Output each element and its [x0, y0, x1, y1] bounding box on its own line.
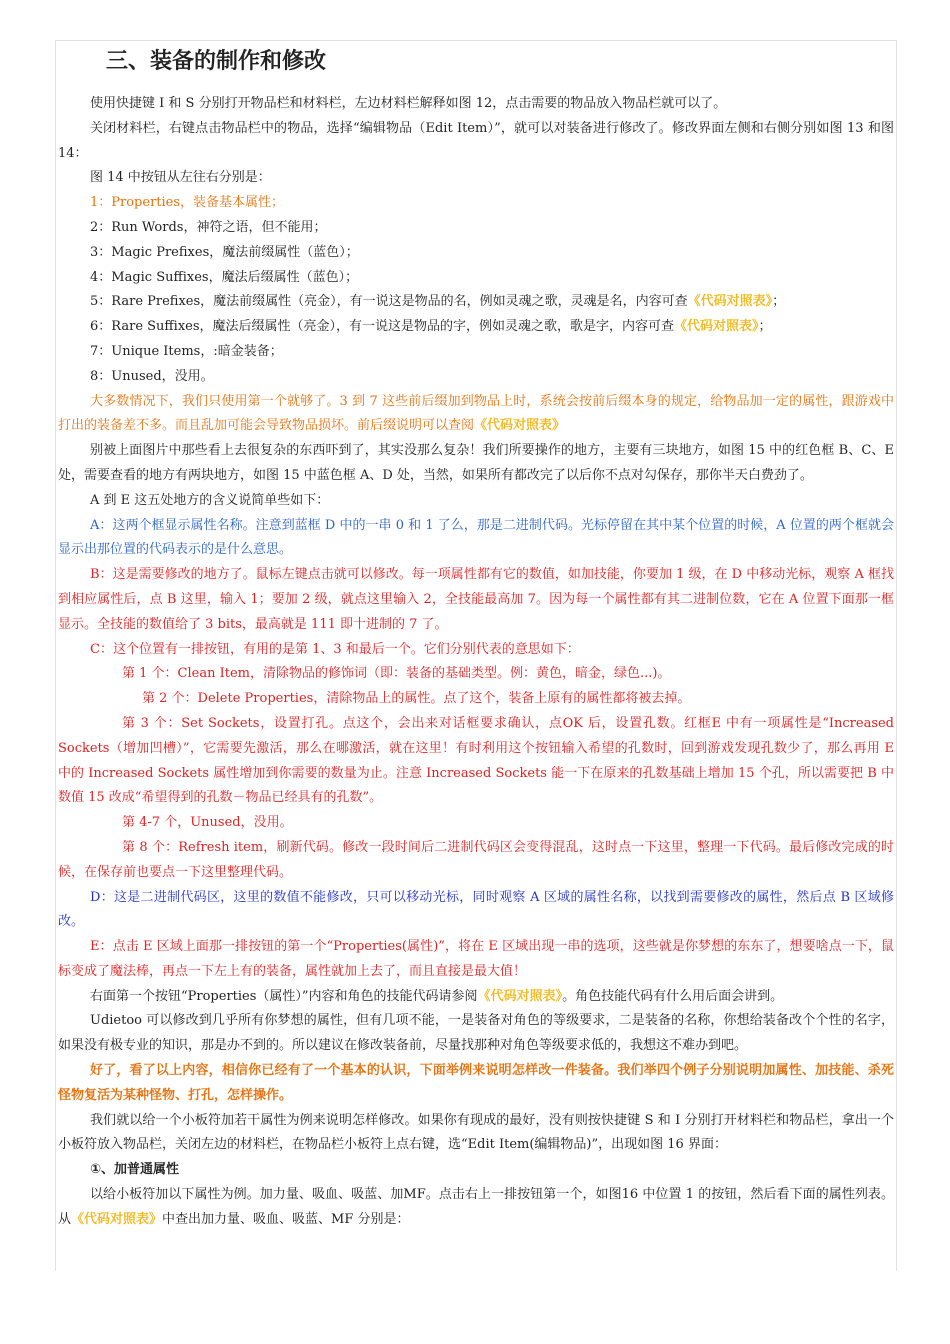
paragraph-buttons-intro: 图 14 中按钮从左往右分别是： [90, 170, 271, 186]
paragraph-area-d: D：这是二进制代码区，这里的数值不能修改，只可以移动光标，同时观察 A 区域的属性名称，以找到需要修改的属性，然后点 B 区域修改。 [58, 889, 894, 930]
list-item [58, 315, 894, 340]
list-item-end: ； [772, 294, 786, 310]
paragraph-area-a: A：这两个框显示属性名称。注意到蓝框 D 中的一串 0 和 1 了么，那是二进制代码。光标停留在其中某个位置的时候，A 位置的两个框就会显示出那位置的代码表示的是什么意思。 [58, 517, 894, 558]
list-item: 3：Magic Prefixes，魔法前缀属性（蓝色）； [90, 244, 359, 260]
paragraph-area-c-2: 第 2 个：Delete Properties，清除物品上的属性。点了这个，装备上原有的属性都将被去掉。 [142, 691, 691, 707]
document-body [58, 44, 894, 1233]
list-item-end: ； [758, 319, 772, 335]
list-item: 4：Magic Suffixes，魔法后缀属性（蓝色）； [90, 269, 359, 285]
paragraph-note-prefixes [58, 390, 894, 440]
paragraph-area-e: E：点击 E 区域上面那一排按钮的第一个“Properties(属性)”，将在 E 区域出现一串的选项，这些就是你梦想的东东了，想要啥点一下，鼠标变成了魔法棒，再点一下左上有的装备，属性就加上去了，而且直接是最大值！ [58, 939, 894, 979]
example-text-end: 中查出加力量、吸血、吸蓝、MF 分别是： [162, 1211, 410, 1227]
ref-text-end: 。角色技能代码有什么用后面会讲到。 [562, 988, 784, 1004]
ref-text: 右面第一个按钮“Properties（属性）”内容和角色的技能代码请参阅 [90, 988, 478, 1004]
code-table-ref: 《代码对照表》 [71, 1211, 163, 1227]
list-item [58, 290, 894, 315]
paragraph-udietoo: Udietoo 可以修改到几乎所有你梦想的属性，但有几项不能，一是装备对角色的等级要求，二是装备的名称，你想给装备改个个性的名字，如果没有极专业的知识，那是办不到的。所以建议在修改装备前，尽量找那种对角色等级要求低的，我想这不难办到吧。 [58, 1013, 894, 1054]
page-title: 三、装备的制作和修改 [106, 49, 327, 74]
paragraph-examples-intro: 好了，看了以上内容，相信你已经有了一个基本的认识，下面举例来说明怎样改一件装备。我们举四个例子分别说明加属性、加技能、杀死怪物复活为某种怪物、打孔，怎样操作。 [58, 1063, 894, 1103]
note-text: 大多数情况下，我们只使用第一个就够了。3 到 7 这些前后缀加到物品上时，系统会按前后缀本身的规定，给物品加一定的属性，跟游戏中打出的装备差不多。而且乱加可能会导致物品损坏。前后缀说明可以查阅 [58, 393, 894, 434]
code-table-ref: 《代码对照表》 [687, 294, 773, 310]
paragraph-properties-ref [58, 985, 894, 1010]
code-table-ref: 《代码对照表》 [474, 418, 566, 434]
paragraph-area-b: B：这是需要修改的地方了。鼠标左键点击就可以修改。每一项属性都有它的数值，如加技能，你要加 1 级，在 D 中移动光标，观察 A 框找到相应属性后，点 B 这里，输入 1；要加 2 级，就点这里输入 2，全技能最高加 7。因为每一个属性都有其二进制位数，它在 A 位置下面那一框显示。全技能的数值给了 3 bits，最高就是 111 即十进制的 7 了。 [58, 567, 894, 632]
list-item: 8：Unused，没用。 [90, 368, 214, 384]
list-item: 1：Properties，装备基本属性； [90, 195, 285, 211]
section-heading: ①、加普通属性 [90, 1162, 180, 1178]
paragraph-area-c: C：这个位置有一排按钮，有用的是第 1、3 和最后一个。它们分别代表的意思如下： [90, 641, 580, 657]
example-text: 以给小板符加以下属性为例。加力量、吸血、吸蓝、加MF。点击右上一排按钮第一个，如图16 中位置 1 的按钮，然后看下面的属性列表。从 [58, 1187, 894, 1227]
list-item: 7：Unique Items，:暗金装备； [90, 343, 283, 359]
list-item: 2：Run Words，神符之语，但不能用； [90, 219, 327, 235]
paragraph-open-inventory: 使用快捷键 I 和 S 分别打开物品栏和材料栏，左边材料栏解释如图 12，点击需要的物品放入物品栏就可以了。 [90, 96, 727, 111]
list-item-text: 5：Rare Prefixes，魔法前缀属性（亮金），有一说这是物品的名，例如灵魂之歌，灵魂是名，内容可查 [90, 294, 688, 310]
paragraph-area-c-3: 第 3 个：Set Sockets，设置打孔。点这个，会出来对话框要求确认，点OK 后，设置孔数。红框E 中有一项属性是“Increased Sockets（增加凹槽）”，它需要先激活，那么在哪激活，就在这里！有时利用这个按钮输入希望的孔数时，回到游戏发现孔数少了，那么再用 E 中的 Increased Sockets 属性增加到你需要的数量为止。注意 Increased Sockets 能一下在原来的孔数基础上增加 15 个孔，所以需要把 B 中数值 15 改成“希望得到的孔数－物品已经具有的孔数”。 [58, 715, 894, 806]
paragraph-example-setup: 我们就以给一个小板符加若干属性为例来说明怎样修改。如果你有现成的最好，没有则按快捷键 S 和 I 分别打开材料栏和物品栏，拿出一个小板符放入物品栏，关闭左边的材料栏，在物品栏小板符上点右键，选“Edit Item(编辑物品)”，出现如图 16 界面： [58, 1112, 894, 1153]
paragraph-areas-intro: A 到 E 这五处地方的含义说简单些如下： [90, 492, 330, 508]
paragraph-areas: 别被上面图片中那些看上去很复杂的东西吓到了，其实没那么复杂！我们所要操作的地方，主要有三块地方，如图 15 中的红色框 B、C、E 处，需要查看的地方有两块地方，如图 15 中蓝色框 A、D 处，当然，如果所有都改完了以后你不点对勾保存，那你半天白费劲了。 [58, 443, 894, 483]
paragraph-area-c-1: 第 1 个：Clean Item，清除物品的修饰词（即：装备的基础类型。例：黄色，暗金，绿色...)。 [122, 666, 671, 682]
paragraph-edit-item: 关闭材料栏，右键点击物品栏中的物品，选择“编辑物品（Edit Item）”，就可以对装备进行修改了。修改界面左侧和右侧分别如图 13 和图 14： [58, 120, 894, 161]
code-table-ref: 《代码对照表》 [477, 988, 563, 1004]
paragraph-example-attributes [58, 1183, 894, 1233]
paragraph-area-c-4-7: 第 4-7 个，Unused，没用。 [122, 815, 293, 831]
code-table-ref: 《代码对照表》 [674, 319, 759, 335]
list-item-text: 6：Rare Suffixes，魔法后缀属性（亮金），有一说这是物品的字，例如灵魂之歌，歌是字，内容可查 [90, 319, 675, 335]
paragraph-area-c-8: 第 8 个：Refresh item，刷新代码。修改一段时间后二进制代码区会变得混乱，这时点一下这里，整理一下代码。最后修改完成的时候，在保存前也要点一下这里整理代码。 [58, 839, 894, 880]
